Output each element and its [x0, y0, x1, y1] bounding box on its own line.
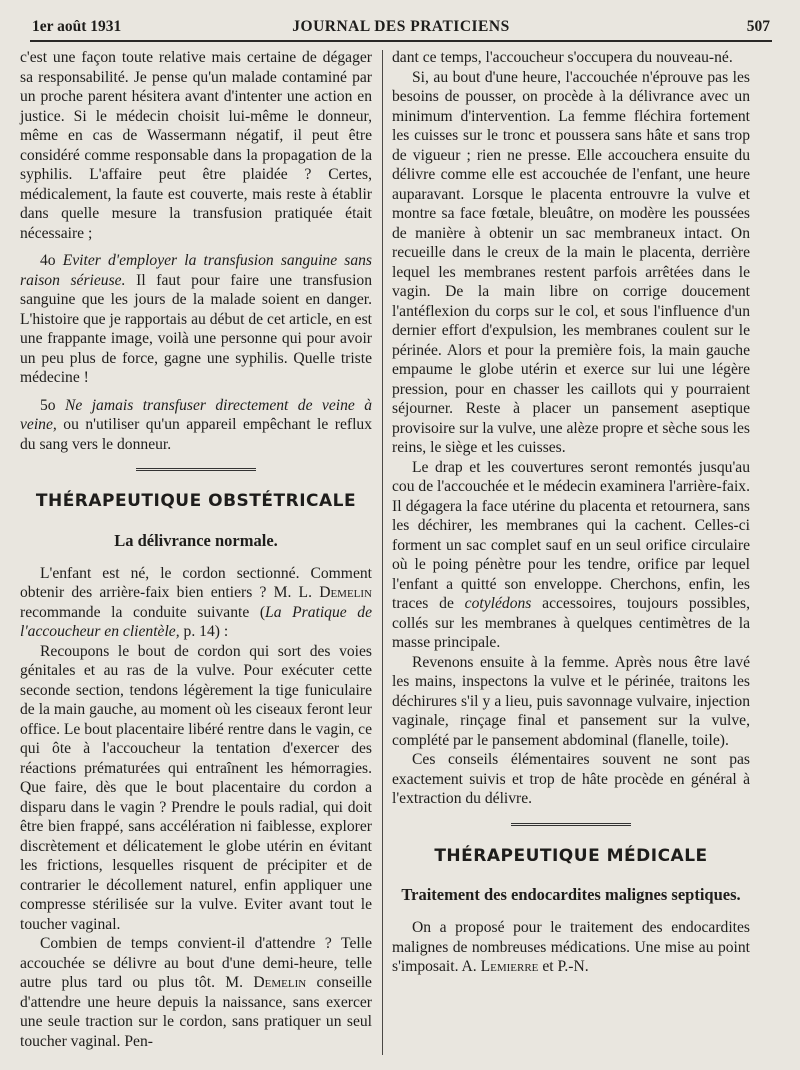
book-title: La Pratique de l'accoucheur en clientèle, [20, 603, 372, 640]
paragraph [392, 458, 750, 653]
paragraph: dant ce temps, l'accoucheur s'occupera du nouveau-né. [392, 49, 733, 66]
paragraph-text: On a proposé pour le traitement des endocardites malignes de nombreuses médications. Une mise au point s'imposait. A. [392, 919, 750, 975]
section-title-medicale: THÉRAPEUTIQUE MÉDICALE [434, 845, 708, 866]
article-title-endocardites: Traitement des endocardites malignes septiques. [401, 885, 741, 904]
paragraph: Si, au bout d'une heure, l'accouchée n'éprouve pas les besoins de pousser, on procède à la délivrance avec un minimum d'intervention. La femme fléchira fortement les cuisses sur le tronc et poussera sans hâte et sans trop de vigueur ; rien ne presse. Elle accouchera ensuite du délivre comme elle est accouchée de l'enfant, une heure auparavant. Lorsque le placenta entrouvre la vulve et montre sa face fœtale, bleuâtre, on modère les poussées de manière à obtenir un sac membraneux intact. On recueille dans le creux de la main le placenta, derrière lequel les membranes restent parfois arrêtées dans le vagin. De la main libre on corrige doucement l'antéflexion du corps sur le col, et sous l'influence d'un dernier effort d'expulsion, les membranes coulent sur le périnée. Alors et pour la première fois, la main gauche empaume le globe utérin et exerce sur lui une légère pression, pour en chasser les caillots qui y pourraient séjourner. Reste à placer un pansement aseptique provisoire sur la vulve, une alèze propre et sèche sous les reins, le siège et les cuisses. [392, 68, 750, 456]
paragraph-text: Combien de temps convient-il d'attendre ? Telle accouchée se délivre au bout d'une demi-heure, telle autre plus tard ou plus tôt. M. [20, 935, 372, 991]
paragraph: Revenons ensuite à la femme. Après nous être lavé les mains, inspectons la vulve et le périnée, traitons les déchirures s'il y a lieu, puis savonnage vulvaire, injection vaginale, rinçage final et pansement sur la vulve, complété par le pansement abdominal (flanelle, toile). [392, 653, 750, 749]
emphasis: cotylédons [464, 595, 532, 612]
section-title-obstetricale: THÉRAPEUTIQUE OBSTÉTRICALE [35, 491, 357, 511]
paragraph-text: ou n'utiliser qu'un appareil empêchant le reflux du sang vers le donneur. [20, 416, 372, 453]
paragraph: Ces conseils élémentaires souvent ne sont pas exactement suivis et trop de hâte procède en général à l'extraction du délivre. [392, 751, 750, 807]
author-name: Demelin [253, 974, 307, 991]
author-name: Demelin [319, 584, 372, 601]
section-rule [136, 468, 256, 474]
paragraph [20, 251, 372, 388]
paragraph-text: L'enfant est né, le cordon sectionné. Comment obtenir des arrière-faix bien entiers ? M. L. [20, 564, 372, 601]
paragraph-text: Il faut pour faire une transfusion sanguine que les jours de la malade soient en danger. L'histoire que je rapportais au début de cet article, en est une frappante image, voilà une personne qui pour avoir un peu plus de force, gagne une syphilis. Quelle triste médecine ! [20, 271, 373, 386]
column-divider [382, 50, 383, 1055]
paragraph: Recoupons le bout de cordon qui sort des voies génitales et au ras de la vulve. Pour exécuter cette seconde section, tendons légèrement la tige funiculaire de la main gauche, au moment où les ciseaux feront leur office. Le bout placentaire libéré rentre dans le vagin, ce qui ôte à l'accoucheur la tentation d'exercer des réactions prématurées qui entraînent les hémorragies. Que faire, dès que le bout placentaire du cordon a disparu dans le vagin ? Prendre le pouls radial, qui doit être bien frappé, sans accélération ni faiblesse, explorer discrètement et délicatement le globe utérin en évitant les frictions, lesquelles risquent de précipiter et de contrarier le décollement naturel, enfin appliquer une compresse stérilisée sur la vulve. Eviter avant tout le toucher vaginal. [20, 642, 372, 933]
emphasis: Eviter d'employer la transfusion sanguine sans raison sérieuse. [20, 252, 372, 289]
paragraph-text: Le drap et les couvertures seront remontés jusqu'au cou de l'accouchée et le médecin examinera l'arrière-faix. Il dégagera la face utérine du placenta et retournera, sans les déchirer, les membranes qui la cachent. Celles-ci forment un sac complet sauf en un seul orifice circulaire où le poing pénètre pour les tendre, orifice par lequel l'enfant a quitté son enveloppe. Cherchons, enfin, les traces de [392, 458, 750, 612]
item-number: 5o [40, 396, 56, 414]
paragraph: c'est une façon toute relative mais certaine de dégager sa responsabilité. Je pense qu'un malade contaminé par un proche parent hésitera avant d'intenter une action en justice. Si le médecin choisit lui-même le donneur, même en cas de Wassermann négatif, il peut être considéré comme responsable dans la propagation de la syphilis. L'affaire peut être plaidée ? Certes, médicalement, la faute est couverte, mais reste à établir dans quelle mesure la transfusion pratiquée était nécessaire ; [20, 49, 372, 242]
paragraph [392, 918, 750, 977]
paragraph-text: p. 14) : [183, 623, 229, 640]
paragraph-text: accessoires, toujours possibles, collés sur les membranes à quelques centimètres de la masse principale. [392, 595, 750, 651]
emphasis: Ne jamais transfuser directement de veine à veine, [20, 396, 372, 433]
header-page-number: 507 [746, 18, 770, 35]
paragraph [20, 934, 372, 1051]
running-header [30, 14, 772, 42]
author-name: Lemierre [480, 958, 539, 975]
paragraph-text: conseille d'attendre une heure depuis la naissance, sans exercer une seule traction sur le cordon, sans pratiquer un seul toucher vaginal. Pen- [20, 974, 372, 1050]
item-number: 4o [40, 252, 56, 269]
paragraph [20, 564, 372, 642]
paragraph [20, 396, 372, 455]
header-date: 1er août 1931 [32, 18, 122, 35]
paragraph-text: recommande la conduite suivante ( [20, 603, 266, 621]
right-column [392, 48, 750, 977]
paragraph-text: et P.-N. [542, 958, 589, 975]
left-column [20, 48, 372, 1051]
header-journal-title: JOURNAL DES PRATICIENS [292, 18, 510, 35]
section-rule [511, 823, 631, 829]
article-title-delivrance: La délivrance normale. [114, 530, 278, 550]
